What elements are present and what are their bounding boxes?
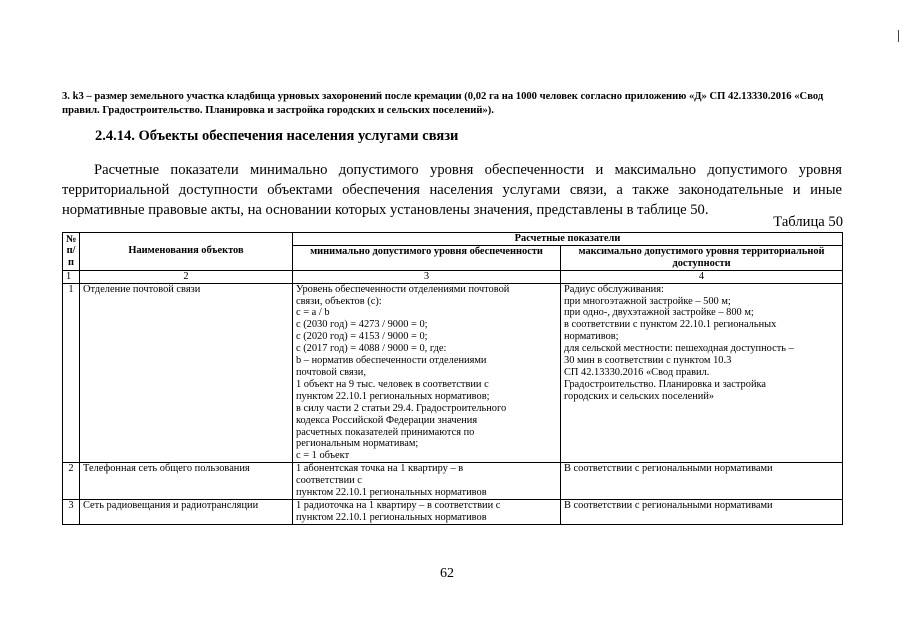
- header-name: Наименования объектов: [80, 233, 293, 271]
- table-body: [63, 283, 843, 524]
- row-object-name: Сеть радиовещания и радиотрансляции: [80, 499, 293, 524]
- cell-text-line: пунктом 22.10.1 региональных нормативов: [296, 487, 487, 499]
- cell-text-line: 1 абонентская точка на 1 квартиру – в: [296, 463, 464, 475]
- indicators-table: [62, 232, 843, 525]
- table-row: [63, 463, 843, 500]
- cell-text-line: в силу части 2 статьи 29.4. Градостроительного: [296, 402, 507, 414]
- header-min: минимально допустимого уровня обеспеченности: [293, 245, 561, 270]
- row-max-accessibility: [561, 283, 843, 463]
- row-max-accessibility: [561, 499, 843, 524]
- row-num: 1: [63, 283, 80, 463]
- row-object-name: Отделение почтовой связи: [80, 283, 293, 463]
- table-caption: Таблица 50: [773, 214, 843, 230]
- cell-text-line: Уровень обеспеченности отделениями почтовой: [296, 283, 510, 295]
- table-row: [63, 283, 843, 463]
- cell-text-line: 1 радиоточка на 1 квартиру – в соответствии с: [296, 499, 501, 511]
- row-min-provision: [293, 499, 561, 524]
- cell-text-line: c = a / b: [296, 307, 330, 319]
- cell-text-line: В соответствии с региональными нормативами: [564, 463, 773, 475]
- cell-text-line: c = 1 объект: [296, 450, 350, 462]
- row-num: 3: [63, 499, 80, 524]
- col-number-1: 1: [63, 270, 80, 283]
- cell-text-line: 30 мин в соответствии с пунктом 10.3: [564, 355, 732, 367]
- cell-text-line: при одно-, двухэтажной застройке – 800 м;: [564, 307, 754, 319]
- cell-text-line: 1 объект на 9 тыс. человек в соответствии с: [296, 378, 489, 390]
- cell-text-line: кодекса Российской Федерации значения: [296, 414, 478, 426]
- cell-text-line: c (2030 год) = 4273 / 9000 = 0;: [296, 319, 428, 331]
- row-min-provision: [293, 283, 561, 463]
- page-number: 62: [440, 566, 454, 581]
- row-num: 2: [63, 463, 80, 500]
- cell-text-line: связи, объектов (c):: [296, 295, 382, 307]
- col-number-2: 2: [80, 270, 293, 283]
- header-num: № п/п: [63, 233, 80, 271]
- header-max: максимально допустимого уровня территориальной доступности: [561, 245, 843, 270]
- col-number-4: 4: [561, 270, 843, 283]
- row-min-provision: [293, 463, 561, 500]
- cell-text-line: городских и сельских поселений»: [564, 390, 715, 402]
- cell-text-line: c (2020 год) = 4153 / 9000 = 0;: [296, 331, 428, 343]
- cell-text-line: Радиус обслуживания:: [564, 283, 664, 295]
- body-paragraph: Расчетные показатели минимально допустимого уровня обеспеченности и максимально допустимого уровня территориальной доступности объектами обеспечения населения услугами связи, а также законодательные и иные нормативные правовые акты, на основании которых установлены значения, представлены в таблице 50.: [62, 162, 842, 218]
- cell-text-line: пунктом 22.10.1 региональных нормативов: [296, 511, 487, 523]
- cell-text-line: b – норматив обеспеченности отделениями: [296, 355, 487, 367]
- cell-text-line: в соответствии с пунктом 22.10.1 региональных: [564, 319, 777, 331]
- column-number-row: [63, 270, 843, 283]
- cell-text-line: почтовой связи,: [296, 366, 366, 378]
- cell-text-line: СП 42.13330.2016 «Свод правил.: [564, 366, 710, 378]
- footnote-k3: 3. k3 – размер земельного участка кладбища урновых захоронений после кремации (0,02 га на 1000 человек согласно приложению «Д» СП 42.13330.2016 «Свод правил. Градостроительство. Планировка и застройка городских и сельских поселений»).: [62, 91, 824, 116]
- cell-text-line: нормативов;: [564, 331, 619, 343]
- row-object-name: Телефонная сеть общего пользования: [80, 463, 293, 500]
- cell-text-line: c (2017 год) = 4088 / 9000 = 0, где:: [296, 343, 447, 355]
- cell-text-line: В соответствии с региональными нормативами: [564, 499, 773, 511]
- col-number-3: 3: [293, 270, 561, 283]
- cell-text-line: при многоэтажной застройке – 500 м;: [564, 295, 731, 307]
- cell-text-line: Градостроительство. Планировка и застройка: [564, 378, 767, 390]
- table-row: [63, 499, 843, 524]
- cell-text-line: для сельской местности: пешеходная доступность –: [564, 343, 794, 355]
- cell-text-line: расчетных показателей принимаются по: [296, 426, 475, 438]
- cell-text-line: соответствии с: [296, 475, 362, 487]
- header-indicators: Расчетные показатели: [293, 233, 843, 246]
- cell-text-line: пунктом 22.10.1 региональных нормативов;: [296, 390, 490, 402]
- scan-edge-mark: [898, 30, 899, 42]
- cell-text-line: региональным нормативам;: [296, 438, 419, 450]
- row-max-accessibility: [561, 463, 843, 500]
- section-heading: 2.4.14. Объекты обеспечения населения услугами связи: [95, 128, 459, 144]
